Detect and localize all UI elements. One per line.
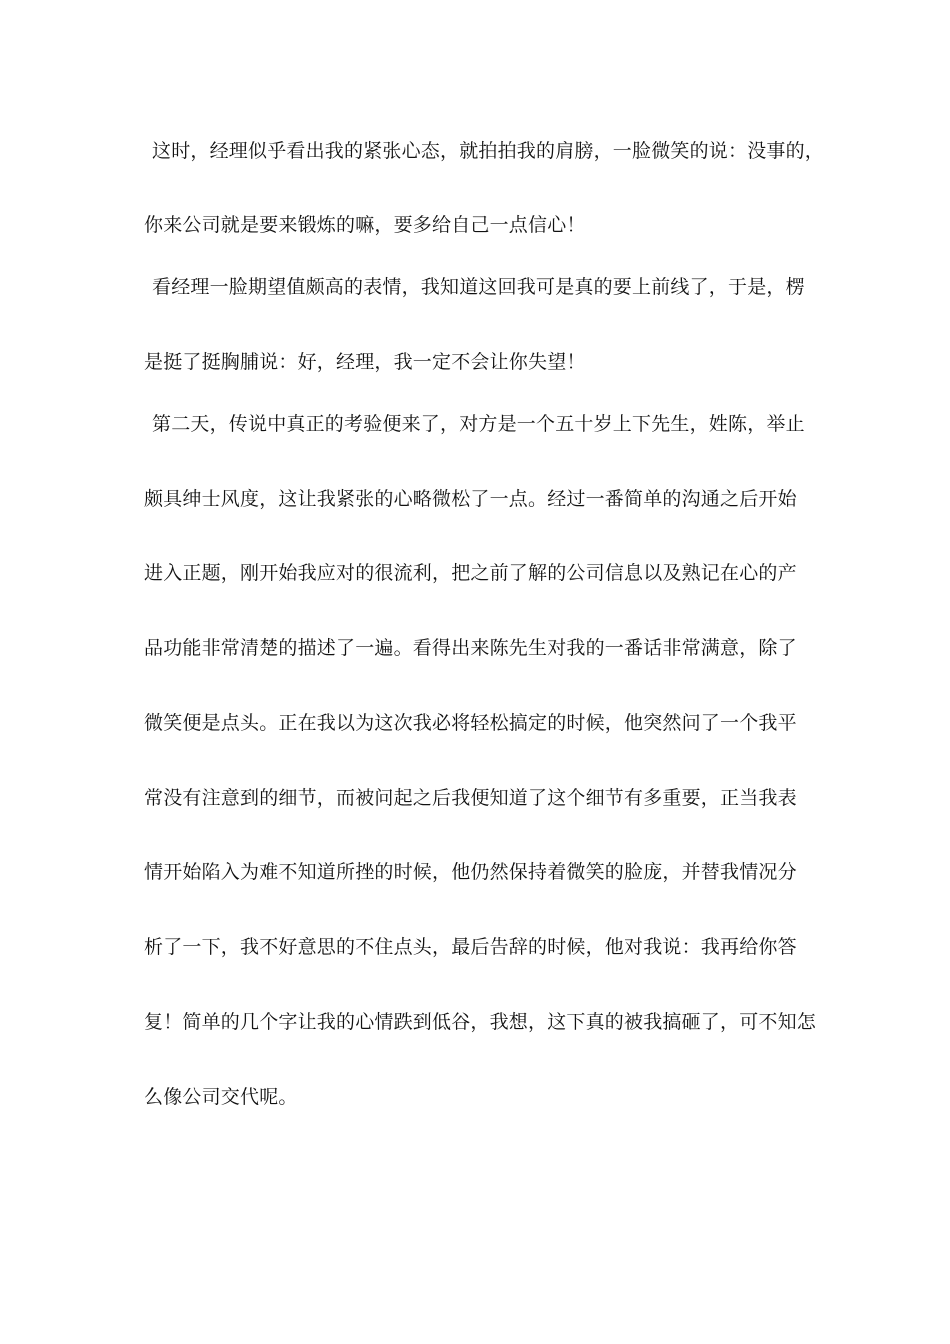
paragraph-1-line-2: 你来公司就是要来锻炼的嘛，要多给自己一点信心！ <box>144 214 586 236</box>
paragraph-3-line-2: 颇具绅士风度，这让我紧张的心略微松了一点。经过一番简单的沟通之后开始 <box>144 488 797 510</box>
paragraph-3-line-7: 情开始陷入为难不知道所挫的时候，他仍然保持着微笑的脸庞，并替我情况分 <box>144 861 797 883</box>
paragraph-3-line-10: 么像公司交代呢。 <box>144 1086 298 1108</box>
paragraph-3-line-4: 品功能非常清楚的描述了一遍。看得出来陈先生对我的一番话非常满意，除了 <box>144 637 797 659</box>
paragraph-3-line-9: 复！简单的几个字让我的心情跌到低谷，我想，这下真的被我搞砸了，可不知怎 <box>144 1011 817 1033</box>
paragraph-3-line-3: 进入正题，刚开始我应对的很流利，把之前了解的公司信息以及熟记在心的产 <box>144 562 797 584</box>
paragraph-2-line-1: 看经理一脸期望值颇高的表情，我知道这回我可是真的要上前线了，于是，楞 <box>152 276 805 298</box>
paragraph-2-line-2: 是挺了挺胸脯说：好，经理，我一定不会让你失望！ <box>144 351 586 373</box>
paragraph-3-line-5: 微笑便是点头。正在我以为这次我必将轻松搞定的时候，他突然问了一个我平 <box>144 712 797 734</box>
paragraph-3-line-1: 第二天，传说中真正的考验便来了，对方是一个五十岁上下先生，姓陈，举止 <box>152 413 805 435</box>
paragraph-1-line-1: 这时，经理似乎看出我的紧张心态，就拍拍我的肩膀，一脸微笑的说：没事的， <box>152 140 825 162</box>
paragraph-3-line-6: 常没有注意到的细节，而被问起之后我便知道了这个细节有多重要，正当我表 <box>144 787 797 809</box>
paragraph-3-line-8: 析了一下，我不好意思的不住点头，最后告辞的时候，他对我说：我再给你答 <box>144 936 797 958</box>
